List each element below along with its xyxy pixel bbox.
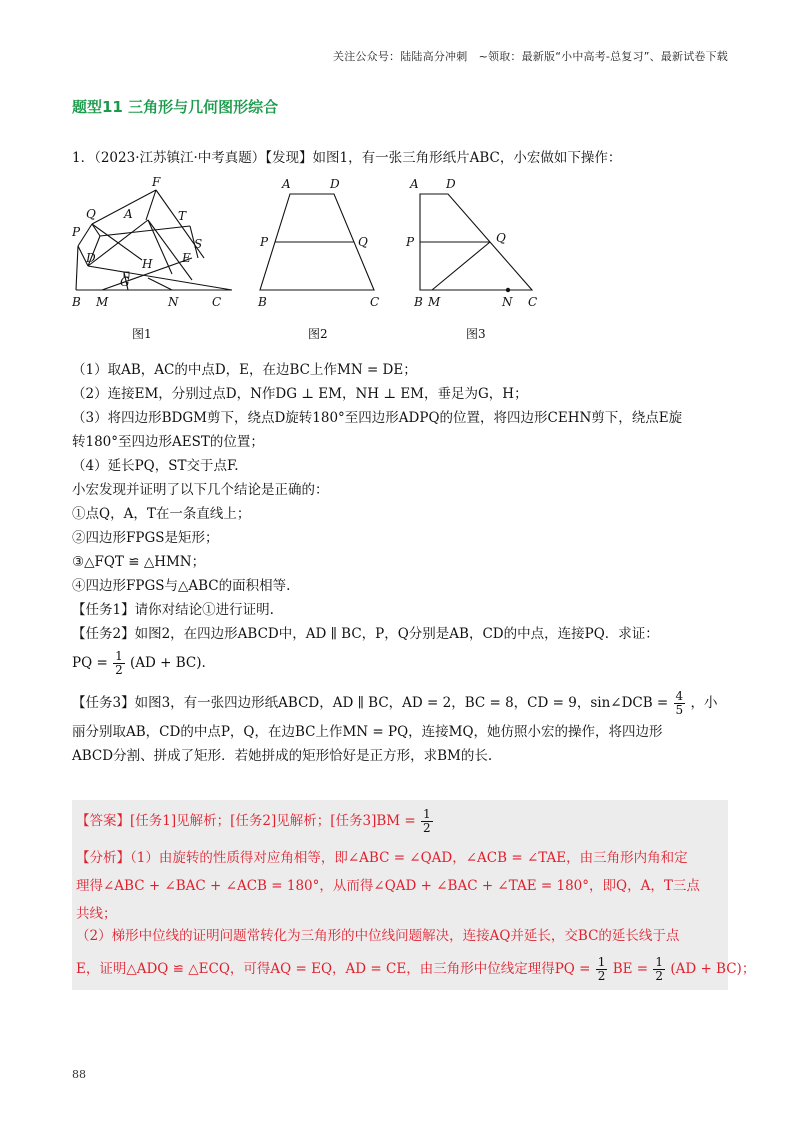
analysis-fraction-1: [596, 956, 608, 983]
fig2-label-C: C: [370, 295, 380, 309]
fig2-label-B: B: [258, 295, 267, 309]
problem-intro: 1．（2023·江苏镇江·中考真题）【发现】如图1，有一张三角形纸片ABC，小宏做如下操作：: [72, 150, 622, 166]
analysis-fraction-2: [653, 956, 665, 983]
fig1-label-S: S: [194, 237, 203, 251]
fig1-label-G: G: [120, 275, 130, 289]
frac-den: 2: [655, 969, 664, 983]
fig1-label-H: H: [142, 257, 153, 271]
fig2-label-Q: Q: [358, 235, 368, 249]
fig1-label-E: E: [182, 251, 191, 265]
task2-pq-prefix: PQ =: [72, 655, 108, 671]
analysis5-mid: BE =: [612, 961, 649, 977]
analysis-line-5: [76, 952, 755, 986]
fig3-label-C: C: [528, 295, 538, 309]
fig3-label-M: M: [428, 295, 441, 309]
fig2-label-P: P: [260, 235, 269, 249]
page-header: 关注公众号：陆陆高分冲刺 ~领取：最新版“小中高考-总复习”、最新试卷下载: [333, 50, 728, 63]
fig1-label-M: M: [96, 295, 109, 309]
fig3-caption: 图3: [466, 327, 486, 341]
frac-den: 2: [115, 663, 123, 677]
analysis5-suffix: (AD + BC)；: [670, 961, 756, 977]
frac-num: 4: [675, 689, 684, 703]
answer-box: [72, 800, 756, 990]
analysis5-prefix: E，证明△ADQ ≌ △ECQ，可得AQ = EQ，AD = CE，由三角形中位线定理得PQ =: [76, 961, 591, 977]
analysis-line-1: 【分析】（1）由旋转的性质得对应角相等，即∠ABC = ∠QAD，∠ACB = ∠TAE，由三角形内角和定: [76, 850, 688, 866]
section-title: 题型11 三角形与几何图形综合: [72, 98, 279, 116]
fig1-label-N: N: [168, 295, 179, 309]
conclusion-4: ④四边形FPGS与△ABC的面积相等.: [72, 578, 291, 594]
step-3b: 转180°至四边形AEST的位置；: [72, 434, 264, 450]
page-number: 88: [72, 1068, 86, 1081]
fig3-label-P: P: [406, 235, 415, 249]
task3-prefix: 【任务3】如图3，有一张四边形纸ABCD，AD ∥ BC，AD = 2，BC = 8，CD = 9，sin∠DCB =: [72, 695, 669, 711]
task2-pq-suffix: (AD + BC).: [130, 655, 206, 671]
figures-row: [72, 176, 728, 358]
step-2: （2）连接EM，分别过点D，N作DG ⊥ EM，NH ⊥ EM，垂足为G，H；: [72, 386, 528, 402]
task-3-line-1: [72, 686, 728, 720]
fig2-label-A: A: [282, 177, 291, 191]
figure-2: [260, 194, 374, 290]
answer-prefix: 【答案】[任务1]见解析；[任务2]见解析；[任务3]BM =: [76, 813, 416, 829]
task-1: 【任务1】请你对结论①进行证明.: [72, 602, 274, 618]
fig3-label-A: A: [410, 177, 419, 191]
fig1-label-A: A: [124, 207, 133, 221]
task-2-line-2: [72, 646, 728, 680]
task-2-line-1: 【任务2】如图2，在四边形ABCD中，AD ∥ BC，P，Q分别是AB，CD的中点，连接PQ．求证：: [72, 626, 659, 642]
answer-fraction: [421, 808, 433, 835]
fig3-label-B: B: [414, 295, 423, 309]
fig3-label-Q: Q: [496, 231, 506, 245]
analysis-line-2: 理得∠ABC + ∠BAC + ∠ACB = 180°，从而得∠QAD + ∠BAC + ∠TAE = 180°，即Q，A，T三点: [76, 878, 700, 894]
analysis-line-4: （2）梯形中位线的证明问题常转化为三角形的中位线问题解决，连接AQ并延长，交BC的延长线于点: [76, 928, 680, 944]
fig2-caption: 图2: [308, 327, 328, 341]
fig3-point-N: [506, 288, 510, 292]
step-4: （4）延长PQ，ST交于点F.: [72, 458, 239, 474]
task3-suffix: ，小: [690, 695, 718, 711]
fraction-sin: [674, 690, 686, 717]
frac-den: 2: [423, 821, 431, 835]
conclusion-3: ③△FQT ≌ △HMN；: [72, 554, 206, 570]
fig1-caption: 图1: [132, 327, 152, 341]
task-3-line-2: 丽分别取AB，CD的中点P，Q，在边BC上作MN = PQ，连接MQ，她仿照小宏的操作，将四边形: [72, 724, 663, 740]
fig1-label-D: D: [86, 251, 96, 265]
answer-line: [76, 804, 434, 838]
step-3a: （3）将四边形BDGM剪下，绕点D旋转180°至四边形ADPQ的位置，将四边形CEHN剪下，绕点E旋: [72, 410, 683, 426]
analysis-line-3: 共线；: [76, 906, 117, 922]
frac-num: 1: [423, 807, 431, 821]
frac-num: 1: [115, 649, 123, 663]
problem-body: [72, 146, 728, 768]
fraction-half: [113, 650, 125, 677]
fig3-label-D: D: [446, 177, 456, 191]
frac-den: 2: [597, 969, 606, 983]
step-1: （1）取AB，AC的中点D，E，在边BC上作MN = DE；: [72, 362, 417, 378]
fig1-label-T: T: [178, 209, 187, 223]
found-intro: 小宏发现并证明了以下几个结论是正确的：: [72, 482, 329, 498]
figures-svg: [72, 176, 728, 358]
fig3-label-N: N: [502, 295, 513, 309]
fig2-label-D: D: [330, 177, 340, 191]
fig1-label-B: B: [72, 295, 81, 309]
conclusion-2: ②四边形FPGS是矩形；: [72, 530, 219, 546]
fig1-label-Q: Q: [86, 207, 96, 221]
conclusion-1: ①点Q，A，T在一条直线上；: [72, 506, 251, 522]
frac-den: 5: [675, 703, 684, 717]
fig1-label-C: C: [212, 295, 222, 309]
fig1-label-F: F: [152, 176, 161, 189]
task-3-line-3: ABCD分割、拼成了矩形．若她拼成的矩形恰好是正方形，求BM的长.: [72, 748, 493, 764]
figure-3: [420, 194, 532, 290]
frac-num: 1: [655, 955, 664, 969]
frac-num: 1: [597, 955, 606, 969]
figure-1: [76, 190, 232, 290]
fig1-label-P: P: [72, 225, 81, 239]
